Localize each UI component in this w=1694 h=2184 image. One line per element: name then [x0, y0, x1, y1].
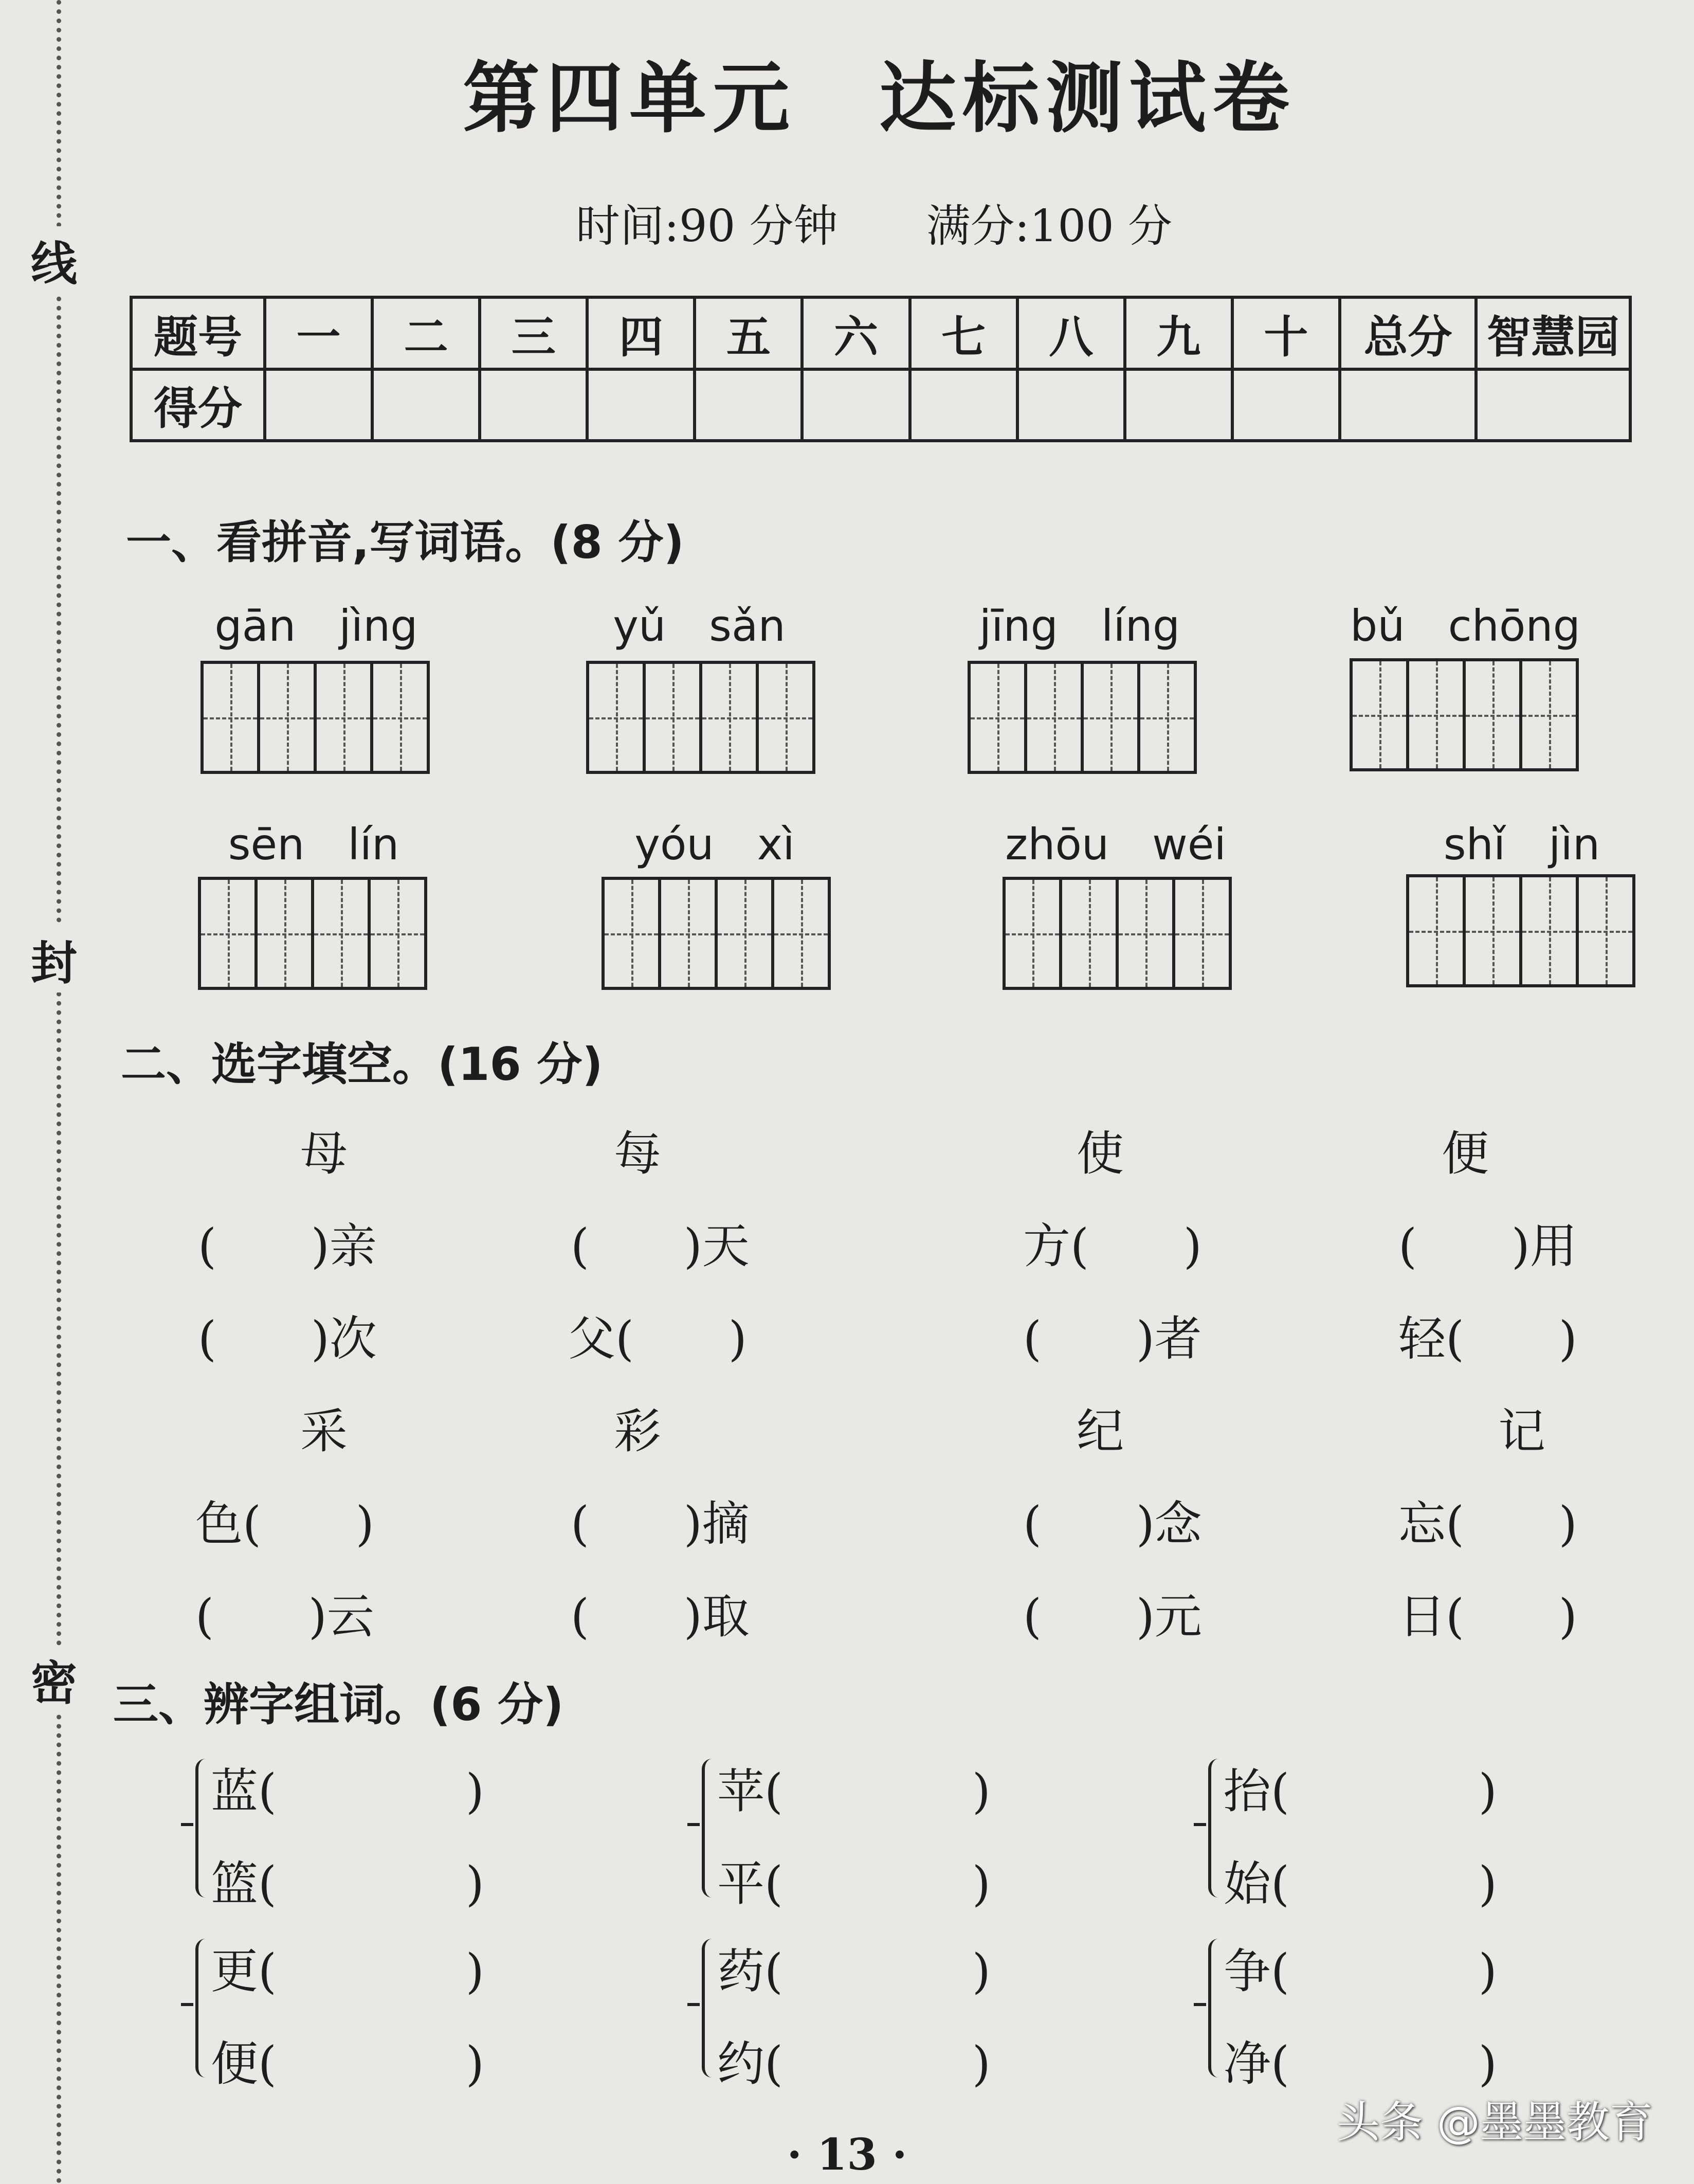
score-header-cell: 题号 [131, 297, 265, 369]
score-header-cell: 九 [1125, 297, 1232, 369]
word-pair [702, 1754, 1021, 1911]
fill-blank[interactable]: ( )念 [1023, 1496, 1202, 1551]
page-title: 第四单元 达标测试卷 [462, 53, 1296, 143]
score-cell[interactable] [480, 369, 587, 441]
score-cell[interactable] [1232, 369, 1340, 441]
writing-grid[interactable] [602, 877, 831, 990]
word-pair [1208, 1754, 1527, 1911]
score-cell[interactable] [265, 369, 372, 441]
pinyin-label: sēn lín [228, 819, 399, 870]
word-blank[interactable]: 蓝( ) [211, 1764, 484, 1819]
word-blank[interactable]: 约( ) [717, 2036, 991, 2091]
margin-label-feng: 封 [21, 926, 87, 992]
writing-grid[interactable] [1003, 877, 1232, 990]
word-blank[interactable]: 平( ) [717, 1856, 991, 1911]
binding-dotted-line [57, 0, 61, 2184]
score-header-cell: 二 [372, 297, 480, 369]
section3-title: 三、辨字组词。(6 分) [113, 1678, 564, 1731]
pinyin-label: yóu xì [634, 819, 795, 870]
score-cell[interactable] [1340, 369, 1476, 441]
fill-blank[interactable]: ( )次 [198, 1311, 377, 1366]
pinyin-label: gān jìng [214, 601, 418, 651]
score-table-score-row [131, 369, 1630, 441]
score-header-cell: 五 [695, 297, 802, 369]
word-blank[interactable]: 苹( ) [717, 1764, 991, 1819]
score-header-cell: 总分 [1340, 297, 1476, 369]
writing-grid[interactable] [1406, 874, 1635, 987]
page-number: · 13 · [787, 2129, 907, 2180]
choice-char: 纪 [1076, 1404, 1124, 1459]
choice-char: 每 [613, 1126, 661, 1181]
word-blank[interactable]: 篮( ) [211, 1856, 484, 1911]
writing-grid[interactable] [1350, 658, 1579, 771]
score-header-cell: 七 [910, 297, 1017, 369]
score-row-label: 得分 [131, 369, 265, 441]
fill-blank[interactable]: ( )元 [1023, 1589, 1202, 1644]
score-table [130, 296, 1632, 442]
fill-blank[interactable]: 忘( ) [1398, 1496, 1577, 1551]
watermark-text: 头条 @墨墨教育 [1337, 2097, 1653, 2147]
pinyin-label: zhōu wéi [1005, 819, 1226, 870]
choice-char: 便 [1441, 1126, 1489, 1181]
margin-label-mi: 密 [21, 1646, 87, 1712]
fill-blank[interactable]: ( )亲 [198, 1219, 377, 1274]
fill-blank[interactable]: ( )摘 [571, 1496, 750, 1551]
score-cell[interactable] [910, 369, 1017, 441]
exam-time-score: 时间:90 分钟 满分:100 分 [575, 201, 1173, 252]
pinyin-label: bǔ chōng [1350, 601, 1580, 651]
word-blank[interactable]: 净( ) [1224, 2036, 1497, 2091]
score-cell[interactable] [372, 369, 480, 441]
choice-char: 彩 [613, 1404, 661, 1459]
word-pair [195, 1934, 514, 2091]
word-blank[interactable]: 更( ) [211, 1944, 484, 1999]
section2-title: 二、选字填空。(16 分) [121, 1038, 603, 1091]
score-header-cell: 智慧园 [1476, 297, 1630, 369]
fill-blank[interactable]: ( )云 [195, 1589, 374, 1644]
choice-char: 使 [1076, 1126, 1124, 1181]
margin-label-xian: 线 [21, 226, 87, 293]
writing-grid[interactable] [198, 877, 427, 990]
fill-blank[interactable]: ( )取 [571, 1589, 750, 1644]
fill-blank[interactable]: 色( ) [195, 1496, 374, 1551]
score-header-cell: 六 [802, 297, 909, 369]
score-header-cell: 一 [265, 297, 372, 369]
fill-blank[interactable]: 日( ) [1398, 1589, 1577, 1644]
word-pair [195, 1754, 514, 1911]
fill-blank[interactable]: ( )用 [1398, 1219, 1577, 1274]
choice-char: 采 [300, 1404, 348, 1459]
writing-grid[interactable] [968, 661, 1197, 774]
word-blank[interactable]: 便( ) [211, 2036, 484, 2091]
word-pair [1208, 1934, 1527, 2091]
score-cell[interactable] [1476, 369, 1630, 441]
score-cell[interactable] [695, 369, 802, 441]
fill-blank[interactable]: 父( ) [568, 1311, 747, 1366]
section1-title: 一、看拼音,写词语。(8 分) [126, 516, 684, 569]
word-blank[interactable]: 药( ) [717, 1944, 991, 1999]
fill-blank[interactable]: ( )天 [571, 1219, 750, 1274]
word-pair [702, 1934, 1021, 2091]
writing-grid[interactable] [586, 661, 815, 774]
writing-grid[interactable] [201, 661, 430, 774]
fill-blank[interactable]: 轻( ) [1398, 1311, 1577, 1366]
score-cell[interactable] [587, 369, 695, 441]
score-cell[interactable] [802, 369, 909, 441]
choice-char: 记 [1498, 1404, 1545, 1459]
score-header-cell: 三 [480, 297, 587, 369]
score-header-cell: 八 [1017, 297, 1125, 369]
score-cell[interactable] [1125, 369, 1232, 441]
score-header-cell: 十 [1232, 297, 1340, 369]
fill-blank[interactable]: 方( ) [1023, 1219, 1202, 1274]
score-cell[interactable] [1017, 369, 1125, 441]
word-blank[interactable]: 抬( ) [1224, 1764, 1497, 1819]
word-blank[interactable]: 始( ) [1224, 1856, 1497, 1911]
score-header-cell: 四 [587, 297, 695, 369]
pinyin-label: yǔ sǎn [613, 601, 786, 651]
pinyin-label: jīng líng [979, 601, 1180, 651]
word-blank[interactable]: 争( ) [1224, 1944, 1497, 1999]
fill-blank[interactable]: ( )者 [1023, 1311, 1202, 1366]
pinyin-label: shǐ jìn [1443, 819, 1600, 870]
score-table-header-row [131, 297, 1630, 369]
choice-char: 母 [300, 1126, 348, 1181]
